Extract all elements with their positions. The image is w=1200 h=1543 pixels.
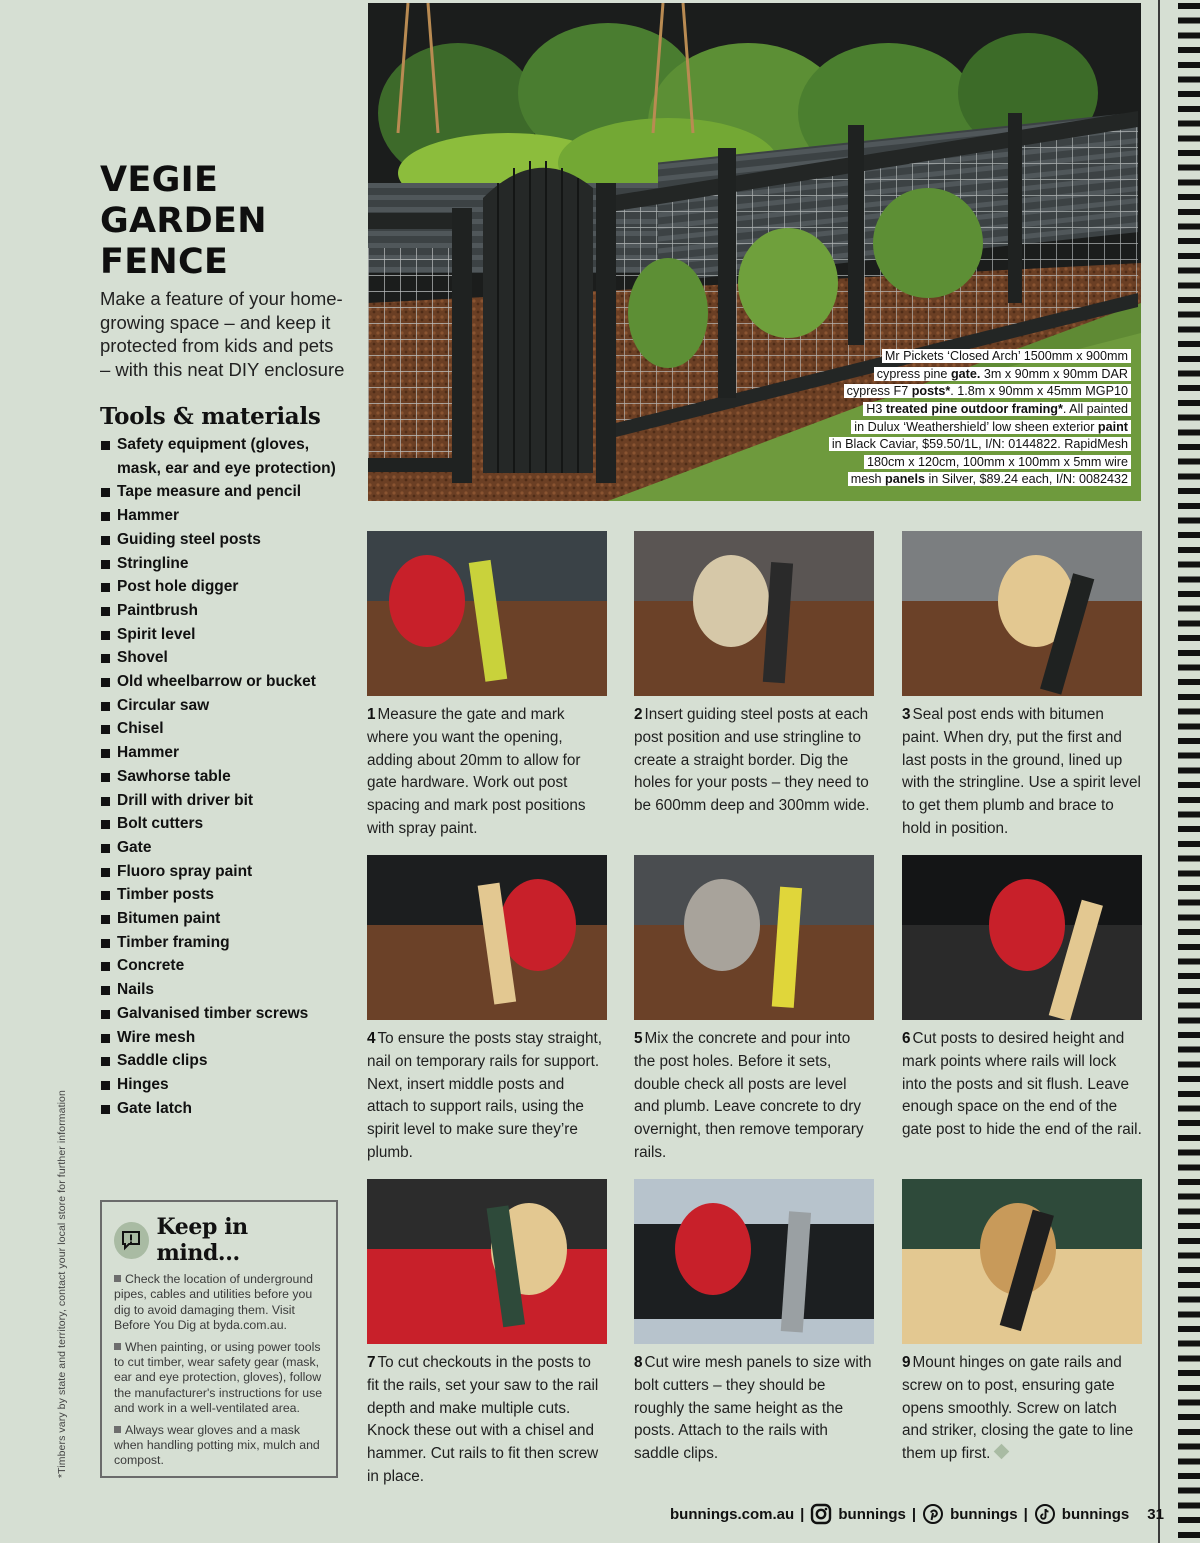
caption-line — [829, 436, 1131, 454]
step-text — [367, 704, 607, 841]
caption-text: in Black Caviar, $59.50/1L, I/N: 0144822. RapidMesh — [831, 437, 1128, 452]
separator: | — [911, 1505, 917, 1523]
tools-heading: Tools & materials — [100, 403, 321, 430]
step-number: 7 — [367, 1354, 376, 1371]
step-text — [902, 1028, 1142, 1142]
step-photo — [634, 855, 874, 1020]
article-title — [100, 160, 345, 283]
caption-text: cypress pine — [876, 366, 951, 381]
step-8 — [634, 1179, 874, 1466]
step-3 — [902, 531, 1142, 841]
tool-item: Old wheelbarrow or bucket — [100, 670, 345, 694]
tool-item: Gate — [100, 836, 345, 860]
tool-item: Wire mesh — [100, 1026, 345, 1050]
step-description: Cut posts to desired height and mark points where rails will lock into the posts and sit flush. Leave enough space on the end of the gate post to hide the end of the rail. — [902, 1030, 1142, 1139]
caption-line — [829, 366, 1131, 384]
caption-text: cypress F7 — [846, 384, 912, 399]
step-number: 1 — [367, 706, 376, 723]
keep-in-mind-list — [114, 1272, 326, 1469]
caption-text: H3 — [866, 402, 886, 417]
tool-item: Stringline — [100, 552, 345, 576]
tool-item: Bolt cutters — [100, 812, 345, 836]
caption-product-name: paint — [1097, 419, 1128, 434]
step-photo — [902, 855, 1142, 1020]
step-description: Mount hinges on gate rails and screw on to post, ensuring gate opens smoothly. Screw on latch and striker, closing the gate to line them up first. — [902, 1354, 1134, 1463]
tool-item: Galvanised timber screws — [100, 1002, 345, 1026]
step-photo — [367, 1179, 607, 1344]
tool-item: Post hole digger — [100, 575, 345, 599]
caption-text: . All painted — [1062, 402, 1128, 417]
caption-line — [829, 454, 1131, 472]
separator: | — [800, 1505, 805, 1523]
tool-item: Chisel — [100, 717, 345, 741]
speech-bubble-exclamation-icon — [114, 1222, 149, 1259]
tool-item: Circular saw — [100, 694, 345, 718]
step-7 — [367, 1179, 607, 1489]
step-text — [902, 1352, 1142, 1466]
pinterest-icon[interactable] — [922, 1503, 944, 1525]
keep-in-mind-text: Always wear gloves and a mask when handling potting mix, mulch and compost. — [114, 1422, 320, 1468]
step-number: 9 — [902, 1354, 911, 1371]
title-line: VEGIE — [100, 160, 219, 200]
instagram-icon[interactable] — [810, 1503, 832, 1525]
step-2 — [634, 531, 874, 818]
keep-in-mind-title: Keep in mind... — [156, 1214, 248, 1266]
step-description: Seal post ends with bitumen paint. When dry, put the first and last posts in the ground, lined up with the stringline. Use a spirit level to get them plumb and brace to hold in position. — [902, 706, 1141, 837]
step-text — [634, 1352, 874, 1466]
step-description: Measure the gate and mark where you want the opening, adding about 20mm to allow for gate hardware. Work out post spacing and mark post positions with spray paint. — [367, 706, 586, 837]
caption-product-name: treated pine outdoor framing* — [885, 402, 1063, 417]
caption-product-name: panels — [885, 472, 925, 487]
tool-item: Tape measure and pencil — [100, 480, 345, 504]
end-diamond-icon — [994, 1444, 1010, 1460]
keep-in-mind-item — [114, 1340, 326, 1417]
tool-item: Concrete — [100, 954, 345, 978]
keep-in-mind-text: Check the location of underground pipes, cables and utilities before you dig to avoid damaging them. Visit Before You Dig at byda.com.au. — [114, 1272, 313, 1333]
step-photo — [367, 531, 607, 696]
title-line: GARDEN — [100, 201, 267, 241]
caption-product-name: posts* — [911, 384, 951, 399]
caption-product-name: gate. — [950, 366, 981, 381]
tool-item: Saddle clips — [100, 1049, 345, 1073]
separator: | — [1023, 1505, 1028, 1523]
step-description: Mix the concrete and pour into the post holes. Before it sets, double check all posts are level and plumb. Leave concrete to dry overnight, then remove temporary rails. — [634, 1030, 864, 1161]
bullet-square-icon — [114, 1275, 121, 1282]
keep-in-mind-item — [114, 1423, 326, 1469]
caption-text: . 1.8m x 90mm x 45mm MGP10 — [950, 384, 1128, 399]
caption-line — [829, 401, 1131, 419]
step-photo — [634, 1179, 874, 1344]
tool-item: Bitumen paint — [100, 907, 345, 931]
bullet-square-icon — [114, 1426, 121, 1433]
caption-line — [829, 348, 1131, 366]
caption-line — [829, 471, 1131, 489]
caption-text: 3m x 90mm x 90mm DAR — [980, 366, 1128, 381]
bullet-square-icon — [114, 1343, 121, 1350]
step-description: To ensure the posts stay straight, nail on temporary rails for support. Next, insert middle posts and attach to support rails, using the spirit level to make sure they’re plumb. — [367, 1030, 602, 1161]
step-number: 4 — [367, 1030, 376, 1047]
keep-in-mind-item — [114, 1272, 326, 1334]
tool-item: Paintbrush — [100, 599, 345, 623]
caption-text: 180cm x 120cm, 100mm x 100mm x 5mm wire — [866, 454, 1128, 469]
step-text — [902, 704, 1142, 841]
striped-page-edge — [1158, 0, 1200, 1543]
step-text — [367, 1352, 607, 1489]
title-line: FENCE — [100, 242, 229, 282]
step-1 — [367, 531, 607, 841]
step-4 — [367, 855, 607, 1165]
step-text — [367, 1028, 607, 1165]
tool-item: Timber framing — [100, 931, 345, 955]
step-number: 8 — [634, 1354, 643, 1371]
step-description: Insert guiding steel posts at each post position and use stringline to create a straight border. Dig the holes for your posts – they need to be 600mm deep and 300mm wide. — [634, 706, 870, 815]
tool-item: Fluoro spray paint — [100, 860, 345, 884]
caption-line — [829, 419, 1131, 437]
website-link[interactable]: bunnings.com.au — [670, 1505, 795, 1523]
tool-item: Guiding steel posts — [100, 528, 345, 552]
instagram-handle[interactable]: bunnings — [838, 1505, 906, 1523]
tool-item: Sawhorse table — [100, 765, 345, 789]
timber-footnote: *Timbers vary by state and territory, contact your local store for further information — [56, 1090, 68, 1478]
article-intro: Make a feature of your home-growing space – and keep it protected from kids and pets – with this neat DIY enclosure — [100, 288, 345, 380]
caption-text: Mr Pickets ‘Closed Arch’ 1500mm x 900mm — [884, 349, 1128, 364]
tool-item: Nails — [100, 978, 345, 1002]
keep-in-mind-box — [100, 1200, 338, 1478]
step-text — [634, 1028, 874, 1165]
step-number: 3 — [902, 706, 911, 723]
step-5 — [634, 855, 874, 1165]
tool-item: Timber posts — [100, 883, 345, 907]
step-6 — [902, 855, 1142, 1142]
keep-in-mind-header — [114, 1214, 326, 1266]
step-9 — [902, 1179, 1142, 1466]
tool-item: Shovel — [100, 646, 345, 670]
tool-item: Hammer — [100, 741, 345, 765]
page-footer — [670, 1503, 1164, 1525]
caption-line — [829, 383, 1131, 401]
caption-text: in Silver, $89.24 each, I/N: 0082432 — [924, 472, 1128, 487]
left-column — [100, 160, 345, 1120]
step-number: 6 — [902, 1030, 911, 1047]
page-number: 31 — [1147, 1505, 1164, 1523]
tiktok-icon[interactable] — [1034, 1503, 1056, 1525]
keep-in-mind-text: When painting, or using power tools to cut timber, wear safety gear (mask, ear and eye protection, gloves), follow the manufacturer's instructions for use and work in a well-ventilated area. — [114, 1339, 323, 1416]
tiktok-handle[interactable]: bunnings — [1061, 1505, 1130, 1523]
step-number: 5 — [634, 1030, 643, 1047]
caption-text: in Dulux ‘Weathershield’ low sheen exterior — [854, 419, 1098, 434]
step-photo — [367, 855, 607, 1020]
step-description: Cut wire mesh panels to size with bolt cutters – they should be roughly the same height as the posts. Attach to the rails with saddle clips. — [634, 1354, 872, 1463]
tool-item: Safety equipment (gloves, mask, ear and eye protection) — [100, 433, 345, 480]
step-description: To cut checkouts in the posts to fit the rails, set your saw to the rail depth and make multiple cuts. Knock these out with a chisel and hammer. Cut rails to fit then screw in place. — [367, 1354, 599, 1485]
tool-item: Gate latch — [100, 1097, 345, 1121]
tool-item: Hammer — [100, 504, 345, 528]
tool-item: Spirit level — [100, 623, 345, 647]
hero-caption — [829, 348, 1131, 489]
caption-text: mesh — [850, 472, 886, 487]
step-text — [634, 704, 874, 818]
pinterest-handle[interactable]: bunnings — [950, 1505, 1018, 1523]
step-number: 2 — [634, 706, 643, 723]
tool-item: Drill with driver bit — [100, 789, 345, 813]
step-photo — [634, 531, 874, 696]
tool-item: Hinges — [100, 1073, 345, 1097]
step-photo — [902, 531, 1142, 696]
hero-photo — [368, 3, 1141, 501]
step-photo — [902, 1179, 1142, 1344]
tools-list — [100, 433, 345, 1120]
